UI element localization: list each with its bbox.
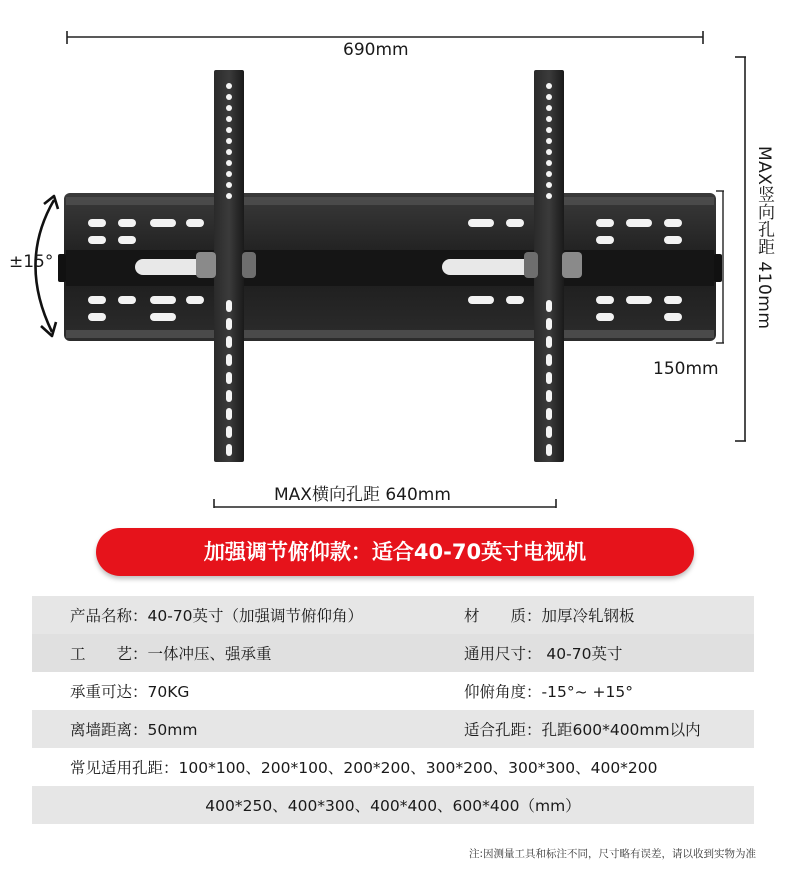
arm-hole	[546, 182, 552, 188]
arm-hole	[226, 83, 232, 89]
arm-slot	[546, 372, 552, 384]
arm-hole	[546, 127, 552, 133]
left-vertical-arm	[196, 70, 256, 462]
spec-wall-distance: 离墙距离：50mm	[70, 721, 198, 739]
arm-slot	[226, 444, 232, 456]
arm-hole	[546, 83, 552, 89]
arm-hole	[546, 138, 552, 144]
arm-slot	[546, 336, 552, 348]
arm-slot	[546, 426, 552, 438]
arm-hole	[226, 171, 232, 177]
arm-slot	[546, 318, 552, 330]
spec-row	[32, 786, 754, 824]
arm-hole	[226, 127, 232, 133]
product-banner: 加强调节俯仰款：适合40-70英寸电视机	[96, 528, 694, 576]
spec-row	[32, 710, 754, 748]
arm-slot	[546, 444, 552, 456]
spec-row	[32, 634, 754, 672]
arm-slot	[546, 408, 552, 420]
arm-slot	[226, 426, 232, 438]
right-vertical-arm	[524, 70, 582, 462]
spec-load: 承重可达：70KG	[70, 683, 190, 701]
arm-slot	[226, 336, 232, 348]
horizontal-dimension-label: MAX横向孔距 640mm	[274, 485, 451, 505]
arm-slot	[226, 390, 232, 402]
arm-slot	[546, 390, 552, 402]
spec-row	[32, 596, 754, 634]
arm-hole	[226, 149, 232, 155]
arm-hole	[226, 116, 232, 122]
arm-hole	[546, 105, 552, 111]
footnote: 注:因测量工具和标注不同，尺寸略有误差，请以收到实物为准	[468, 848, 756, 860]
spec-row	[32, 748, 754, 786]
arm-hole	[546, 193, 552, 199]
vertical-dimension-label: MAX竖向孔距 410mm	[754, 146, 774, 330]
spec-vesa-list-continued: 400*250、400*300、400*400、600*400（mm）	[205, 797, 581, 815]
spec-table	[32, 596, 754, 824]
arm-hole	[226, 193, 232, 199]
spec-craft: 工 艺：一体冲压、强承重	[70, 645, 272, 663]
arm-hole	[546, 94, 552, 100]
arm-slot	[226, 408, 232, 420]
arm-hole	[226, 94, 232, 100]
spec-hole-spacing: 适合孔距：孔距600*400mm以内	[464, 721, 701, 739]
arm-hole	[226, 182, 232, 188]
width-dimension-label: 690mm	[343, 40, 409, 60]
arm-hole	[226, 105, 232, 111]
arm-slot	[546, 300, 552, 312]
arm-slot	[226, 354, 232, 366]
arm-slot	[226, 300, 232, 312]
spec-material: 材 质：加厚冷轧钢板	[464, 607, 635, 625]
arm-slot	[226, 318, 232, 330]
spec-product-name: 产品名称：40-70英寸（加强调节俯仰角）	[70, 607, 364, 625]
spec-row	[32, 672, 754, 710]
tilt-label: ±15°	[9, 252, 54, 272]
spec-size: 通用尺寸： 40-70英寸	[464, 645, 623, 663]
height-150-label: 150mm	[653, 359, 719, 379]
arm-slot	[226, 372, 232, 384]
arm-hole	[546, 149, 552, 155]
spec-tilt-angle: 仰俯角度：-15°~ +15°	[464, 683, 633, 701]
spec-vesa-list: 常见适用孔距：100*100、200*100、200*200、300*200、300*300、400*200	[70, 759, 658, 777]
wall-plate	[58, 193, 722, 341]
arm-hole	[226, 160, 232, 166]
arm-hole	[546, 160, 552, 166]
arm-hole	[546, 171, 552, 177]
arm-hole	[226, 138, 232, 144]
arm-hole	[546, 116, 552, 122]
vertical-dimension-line	[735, 57, 746, 441]
arm-slot	[546, 354, 552, 366]
